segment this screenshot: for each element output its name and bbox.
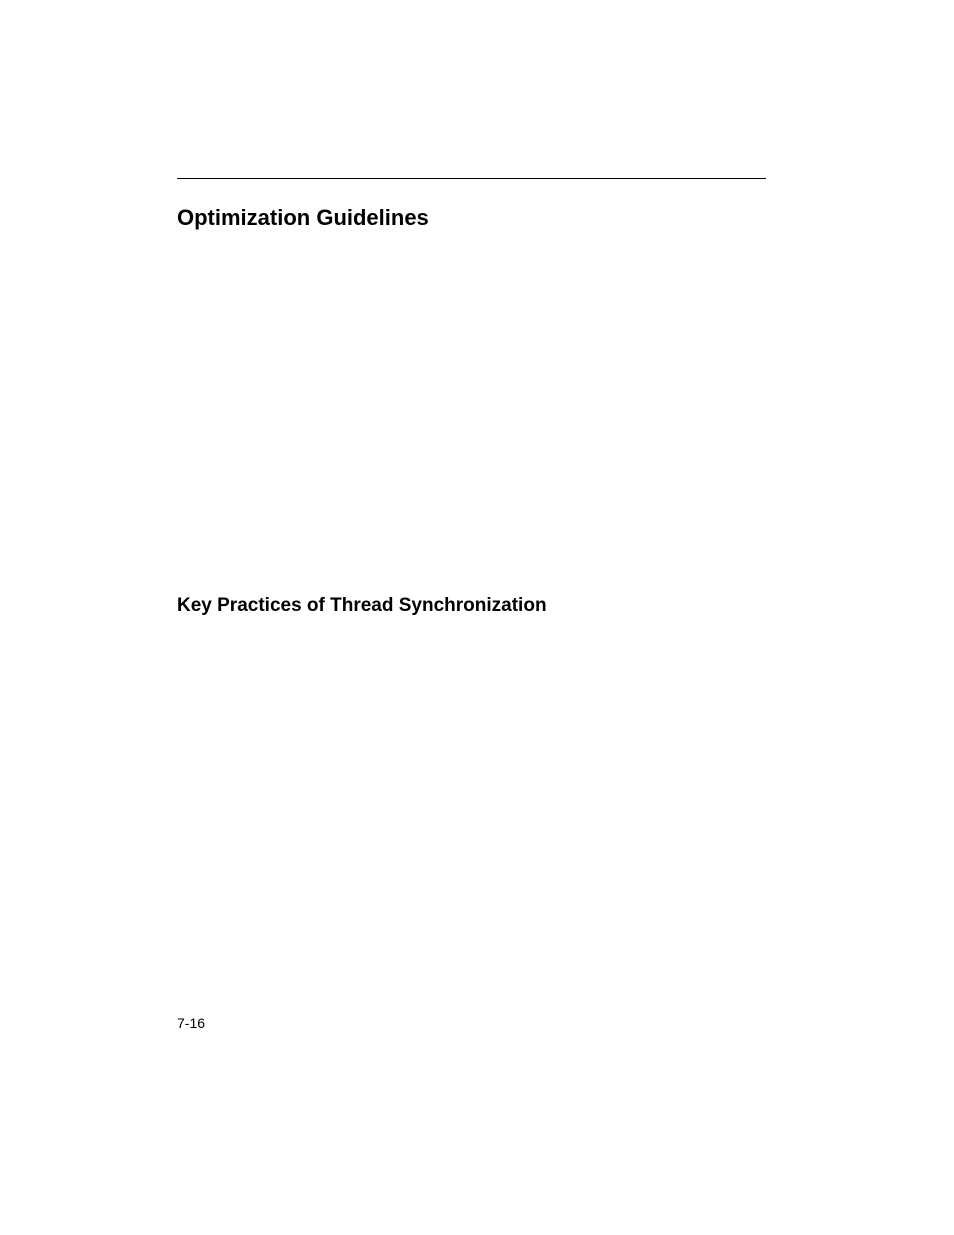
header-rule bbox=[177, 178, 766, 179]
sub-heading: Key Practices of Thread Synchronization bbox=[177, 595, 547, 616]
section-heading: Optimization Guidelines bbox=[177, 205, 429, 230]
page-number: 7-16 bbox=[177, 1015, 206, 1031]
